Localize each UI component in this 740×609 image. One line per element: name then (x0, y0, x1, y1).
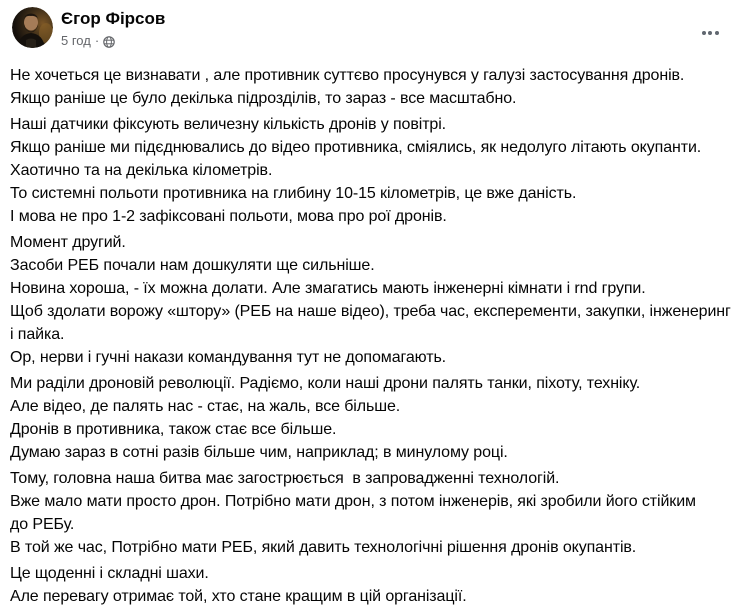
post-text-line: Якщо раніше це було декілька підрозділів, то зараз - все масштабно. (10, 90, 517, 107)
more-options-button[interactable] (694, 21, 726, 45)
post-text (0, 64, 740, 608)
post-text-line: Засоби РЕБ почали нам дошкуляти ще сильніше. (10, 257, 375, 274)
post-text-line: То системні польоти противника на глибину 10-15 кілометрів, це вже даність. (10, 185, 577, 202)
post-text-line: Наші датчики фіксують величезну кількість дронів у повітрі. (10, 116, 447, 133)
author-name[interactable]: Єгор Фірсов (61, 9, 166, 28)
three-dots-icon (702, 31, 706, 35)
post-paragraph (10, 467, 734, 559)
meta-separator: · (94, 33, 100, 48)
post-text-line: Момент другий. (10, 234, 126, 251)
timestamp[interactable]: 5 год (61, 33, 91, 48)
post-text-line: В той же час, Потрібно мати РЕБ, який давить технологічні рішення дронів окупантів. (10, 539, 637, 556)
post-text-line: Щоб здолати ворожу «штору» (РЕБ на наше відео), треба час, експеременти, закупки, інженеринг (10, 303, 731, 320)
post-header (0, 0, 740, 49)
post-meta (61, 32, 165, 49)
post-text-line: Дронів в противника, також стає все більше. (10, 421, 337, 438)
post-text-line: Це щоденні і складні шахи. (10, 565, 209, 582)
post-text-line: Новина хороша, - їх можна долати. Але змагатись мають інженерні кімнати і rnd групи. (10, 280, 646, 297)
three-dots-icon (708, 31, 712, 35)
post-text-line: Якщо раніше ми підєднювались до відео противника, сміялись, як недолуго літають окупанти. (10, 139, 702, 156)
three-dots-icon (715, 31, 719, 35)
post-text-line: Вже мало мати просто дрон. Потрібно мати дрон, з потом інженерів, які зробили його стійким (10, 493, 696, 510)
post-text-line: І мова не про 1-2 зафіксовані польоти, мова про рої дронів. (10, 208, 447, 225)
post-text-line: до РЕБу. (10, 516, 75, 533)
post-text-line: Але перевагу отримає той, хто стане кращим в цій організації. (10, 588, 467, 605)
post-text-line: Хаотично та на декілька кілометрів. (10, 162, 273, 179)
header-text (61, 7, 165, 49)
post-paragraph (10, 113, 734, 228)
post-paragraph (10, 562, 734, 608)
post-text-line: Але відео, де палять нас - стає, на жаль, все більше. (10, 398, 401, 415)
avatar[interactable] (12, 7, 53, 48)
post-paragraph (10, 372, 734, 464)
post-text-line: Тому, головна наша битва має загострюється в запровадженні технологій. (10, 470, 560, 487)
post-paragraph (10, 64, 734, 110)
post-text-line: Ми раділи дроновій революції. Радіємо, коли наші дрони палять танки, піхоту, техніку. (10, 375, 641, 392)
globe-public-icon (103, 35, 115, 47)
post-text-line: Не хочеться це визнавати , але противник суттєво просунувся у галузі застосування дронів. (10, 67, 685, 84)
post-text-line: Думаю зараз в сотні разів більше чим, наприклад; в минулому році. (10, 444, 508, 461)
avatar-image (12, 7, 53, 48)
post-text-line: і пайка. (10, 326, 65, 343)
post-paragraph (10, 231, 734, 369)
post-text-line: Ор, нерви і гучні накази командування тут не допомагають. (10, 349, 447, 366)
